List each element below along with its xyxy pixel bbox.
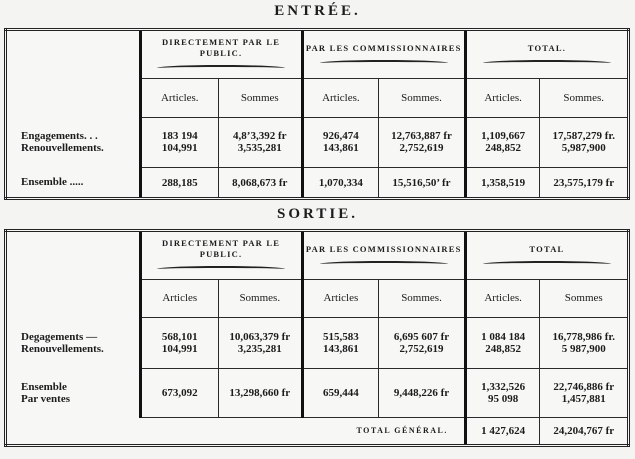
entree-cell: 12,763,887 fr 2,752,619 (379, 117, 466, 168)
sortie-title: SORTIE. (277, 206, 358, 222)
entree-subhead: Sommes. (379, 78, 466, 117)
entree-cell: 1,070,334 (302, 168, 379, 199)
entree-group-public: DIRECTEMENT PAR LE PUBLIC. (140, 30, 302, 79)
entree-subhead: Sommes. (540, 78, 629, 117)
total-general-articles: 1 427,624 (465, 417, 540, 445)
sortie-group-commissionnaires: PAR LES COMMISSIONNAIRES (302, 231, 465, 280)
entree-cell: 4,8’3,392 fr 3,535,281 (219, 117, 303, 168)
entree-cell: 288,185 (140, 168, 218, 199)
sortie-cell: 1 084 184 248,852 (465, 318, 540, 369)
sortie-cell: 673,092 (140, 368, 218, 417)
sortie-cell: 10,063,379 fr 3,235,281 (218, 318, 302, 369)
entree-subhead: Articles. (465, 78, 540, 117)
entree-subhead: Articles. (140, 78, 218, 117)
sortie-table (4, 229, 630, 447)
entree-cell: 15,516,50’ fr (379, 168, 466, 199)
entree-group-total: TOTAL. (465, 30, 628, 79)
sortie-cell: 9,448,226 fr (379, 368, 466, 417)
sortie-subhead: Sommes (540, 279, 629, 318)
sortie-cell: 22,746,886 fr 1,457,881 (540, 368, 629, 417)
sortie-cell: 515,583 143,861 (302, 318, 379, 369)
entree-cell: 8,068,673 fr (219, 168, 303, 199)
entree-group-commissionnaires: PAR LES COMMISSIONNAIRES (302, 30, 465, 79)
entree-cell: 183 194 104,991 (140, 117, 218, 168)
sortie-cell: 1,332,526 95 098 (465, 368, 540, 417)
entree-cell: 926,474 143,861 (302, 117, 379, 168)
total-general-label: TOTAL GÉNÉRAL. (356, 426, 448, 436)
entree-row-label: Engagements. . . Renouvellements. (21, 130, 104, 155)
entree-cell: 17,587,279 fr. 5,987,900 (540, 117, 629, 168)
entree-cell: 1,358,519 (465, 168, 540, 199)
sortie-subhead: Sommes. (379, 279, 466, 318)
sortie-subhead: Articles (140, 279, 218, 318)
sortie-subhead: Sommes. (218, 279, 302, 318)
entree-title: ENTRÉE. (274, 3, 361, 19)
entree-cell: 1,109,667 248,852 (465, 117, 540, 168)
entree-corner-cell (6, 30, 141, 118)
sortie-cell: 6,695 607 fr 2,752,619 (379, 318, 466, 369)
sortie-row-label: Degagements — Renouvellements. (21, 331, 104, 356)
entree-table (4, 28, 630, 200)
sortie-subhead: Articles. (465, 279, 540, 318)
sortie-subhead: Articles (302, 279, 379, 318)
sortie-cell: 659,444 (302, 368, 379, 417)
sortie-row-label: Ensemble Par ventes (21, 380, 70, 405)
entree-row-label: Ensemble ..... (21, 176, 84, 189)
entree-cell: 23,575,179 fr (540, 168, 629, 199)
entree-subhead: Sommes (219, 78, 303, 117)
sortie-cell: 13,298,660 fr (218, 368, 302, 417)
total-general-sommes: 24,204,767 fr (540, 417, 629, 445)
sortie-cell: 568,101 104,991 (140, 318, 218, 369)
sortie-group-total: TOTAL (465, 231, 628, 280)
entree-subhead: Articles. (302, 78, 379, 117)
sortie-corner-cell (6, 231, 141, 318)
sortie-group-public: DIRECTEMENT PAR LE PUBLIC. (140, 231, 302, 280)
sortie-cell: 16,778,986 fr. 5 987,900 (540, 318, 629, 369)
